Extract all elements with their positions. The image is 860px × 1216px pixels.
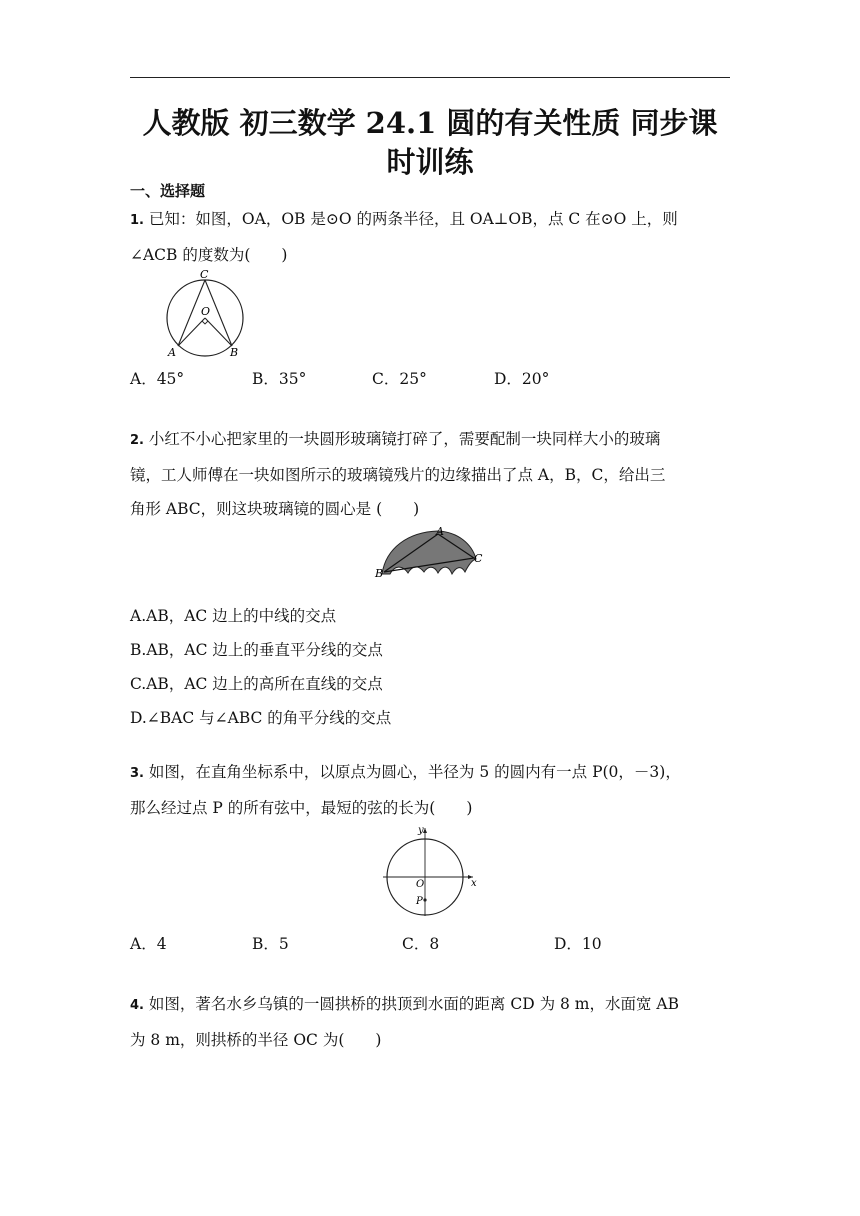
q1-label-c: C xyxy=(200,268,209,281)
q3-label-p: P xyxy=(416,896,423,907)
q2-glass-fragment xyxy=(382,531,476,574)
title-line-1: 人教版 初三数学 24.1 圆的有关性质 同步课 xyxy=(142,106,718,140)
q3-number: 3. xyxy=(130,766,144,781)
q2-option-d[interactable]: D.∠BAC 与∠ABC 的角平分线的交点 xyxy=(130,709,392,727)
q3-figure xyxy=(380,824,480,920)
section-heading: 一、选择题 xyxy=(130,182,206,200)
q1-figure xyxy=(158,266,248,360)
q1-option-d[interactable]: D．20° xyxy=(494,370,550,388)
q3-label-o: O xyxy=(416,879,425,890)
q3-label-y: y xyxy=(418,825,424,836)
q1-option-c[interactable]: C．25° xyxy=(372,370,427,388)
q1-text-line2: ∠ACB 的度数为( ) xyxy=(130,246,288,264)
q1-option-b[interactable]: B．35° xyxy=(252,370,307,388)
q2-option-c[interactable]: C.AB，AC 边上的高所在直线的交点 xyxy=(130,675,383,693)
question-3 xyxy=(130,755,730,825)
q3-option-c[interactable]: C．8 xyxy=(402,935,440,953)
q3-text-line2: 那么经过点 P 的所有弦中，最短的弦的长为( ) xyxy=(130,799,473,817)
q1-right-angle-mark xyxy=(202,321,208,324)
question-1 xyxy=(130,202,730,272)
q4-text-line1: 如图，著名水乡乌镇的一圆拱桥的拱顶到水面的距离 CD 为 8 m，水面宽 AB xyxy=(148,995,679,1013)
q4-number: 4. xyxy=(130,998,144,1013)
q2-figure xyxy=(372,524,488,582)
document-title xyxy=(130,104,730,182)
q1-label-a: A xyxy=(168,346,176,359)
question-4 xyxy=(130,987,730,1057)
q2-option-b[interactable]: B.AB，AC 边上的垂直平分线的交点 xyxy=(130,641,383,659)
q2-label-a: A xyxy=(436,525,444,538)
q3-point-p xyxy=(423,898,426,901)
q1-label-b: B xyxy=(230,346,239,359)
header-rule xyxy=(130,77,730,78)
q1-label-o: O xyxy=(201,305,211,318)
q2-text-line2: 镜，工人师傅在一块如图所示的玻璃镜残片的边缘描出了点 A，B，C，给出三 xyxy=(130,466,666,484)
q3-option-b[interactable]: B．5 xyxy=(252,935,289,953)
q2-options xyxy=(130,599,730,735)
q2-text-line1: 小红不小心把家里的一块圆形玻璃镜打碎了，需要配制一块同样大小的玻璃 xyxy=(148,430,661,448)
q1-radius-oa xyxy=(178,318,205,346)
q2-option-a[interactable]: A.AB，AC 边上的中线的交点 xyxy=(130,607,337,625)
q1-option-a[interactable]: A．45° xyxy=(130,370,185,388)
q2-number: 2. xyxy=(130,433,144,448)
q1-text-line1: 已知：如图，OA，OB 是⊙O 的两条半径，且 OA⊥OB，点 C 在⊙O 上，则 xyxy=(148,210,678,228)
q1-radius-ob xyxy=(205,318,232,346)
q3-option-d[interactable]: D．10 xyxy=(554,935,602,953)
q3-text-line1: 如图，在直角坐标系中，以原点为圆心，半径为 5 的圆内有一点 P(0，－3)， xyxy=(148,763,681,781)
q2-text-line3: 角形 ABC，则这块玻璃镜的圆心是 ( ) xyxy=(130,500,420,518)
q1-number: 1. xyxy=(130,213,144,228)
q2-label-c: C xyxy=(474,552,483,565)
q2-label-b: B xyxy=(375,567,384,580)
q4-text-line2: 为 8 m，则拱桥的半径 OC 为( ) xyxy=(130,1031,382,1049)
question-2 xyxy=(130,422,730,526)
title-line-2: 时训练 xyxy=(386,145,474,179)
q3-label-x: x xyxy=(471,878,477,889)
q3-option-a[interactable]: A．4 xyxy=(130,935,167,953)
